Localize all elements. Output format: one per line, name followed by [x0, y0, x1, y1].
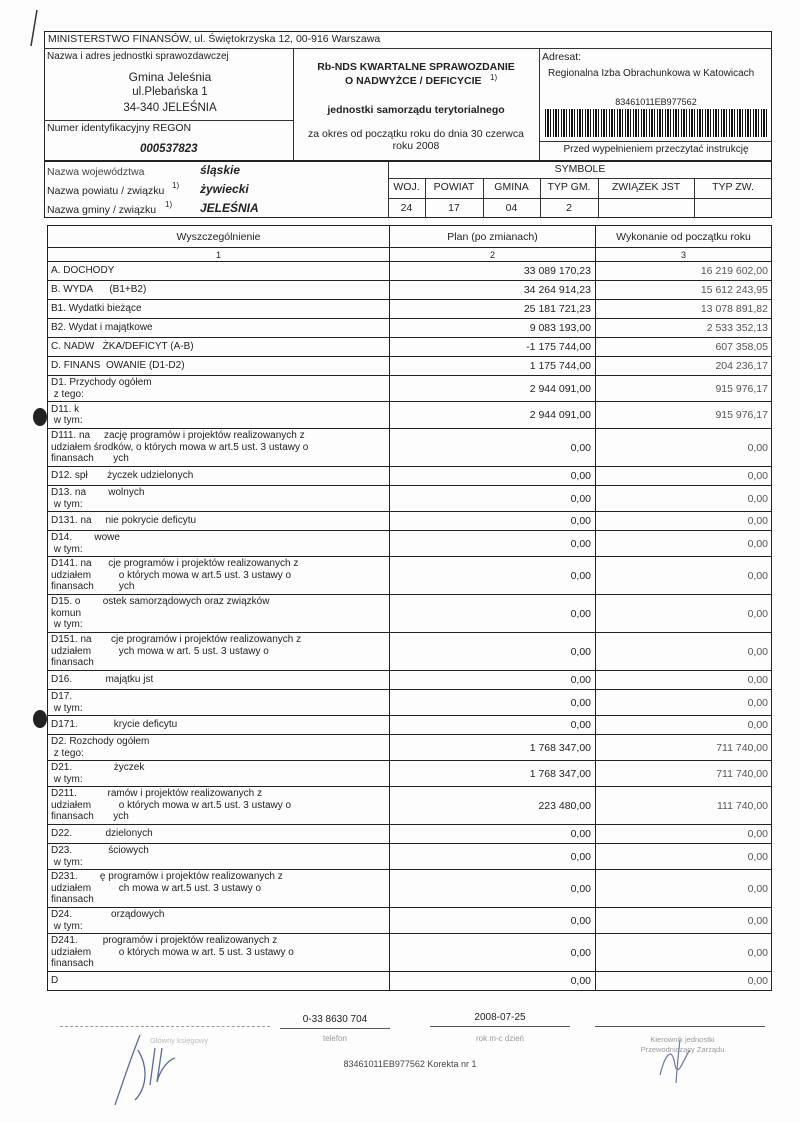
row-label: D — [48, 972, 390, 991]
row-plan-value: -1 175 744,00 — [390, 338, 596, 357]
table-row — [48, 633, 772, 671]
row-label: D15. o ostek samorządowych oraz związków komun w tym: — [48, 595, 390, 633]
symbol-header-zwiazek: ZWIĄZEK JST — [611, 181, 681, 193]
row-execution-value: 607 358,05 — [596, 338, 772, 357]
row-label: D131. na nie pokrycie deficytu — [48, 512, 390, 531]
table-row — [48, 716, 772, 735]
county-label: Nazwa powiatu / związku — [47, 185, 165, 197]
symbol-header-woj: WOJ. — [393, 181, 420, 193]
row-plan-value: 223 480,00 — [390, 787, 596, 825]
footer-document-id: 83461011EB977562 Korekta nr 1 — [343, 1059, 477, 1069]
row-plan-value: 9 083 193,00 — [390, 319, 596, 338]
row-plan-value: 0,00 — [390, 934, 596, 972]
symbol-header-typ-zw: TYP ZW. — [712, 181, 754, 193]
table-row — [48, 531, 772, 557]
barcode-image — [545, 109, 767, 137]
table-row — [48, 908, 772, 934]
col-number-3: 3 — [596, 248, 772, 262]
table-row — [48, 787, 772, 825]
row-plan-value: 0,00 — [390, 512, 596, 531]
row-label: D2. Rozchody ogółem z tego: — [48, 735, 390, 761]
row-execution-value: 111 740,00 — [596, 787, 772, 825]
row-plan-value: 0,00 — [390, 671, 596, 690]
symbol-header-typ-gm: TYP GM. — [547, 181, 591, 193]
row-label: B2. Wydat i majątkowe — [48, 319, 390, 338]
row-plan-value: 0,00 — [390, 557, 596, 595]
row-plan-value: 0,00 — [390, 467, 596, 486]
symbols-title: SYMBOLE — [554, 163, 606, 175]
table-row — [48, 825, 772, 844]
regon-label: Numer identyfikacyjny REGON — [47, 122, 192, 134]
symbol-value-powiat: 17 — [448, 202, 460, 214]
row-execution-value: 2 533 352,13 — [596, 319, 772, 338]
row-label: D24. orządowych w tym: — [48, 908, 390, 934]
row-label: D17. w tym: — [48, 690, 390, 716]
row-plan-value: 33 089 170,23 — [390, 262, 596, 281]
row-execution-value: 0,00 — [596, 870, 772, 908]
table-row — [48, 429, 772, 467]
row-plan-value: 25 181 721,23 — [390, 300, 596, 319]
regon-value: 000537823 — [140, 143, 198, 155]
table-row — [48, 300, 772, 319]
row-label: D241. programów i projektów realizowanych z udziałem o których mowa w art. 5 ust. 3 ustawy o finansach — [48, 934, 390, 972]
row-label: D11. k w tym: — [48, 402, 390, 429]
symbol-header-gmina: GMINA — [494, 181, 529, 193]
row-label: C. NADW ŻKA/DEFICYT (A-B) — [48, 338, 390, 357]
col-header-description: Wyszczególnienie — [48, 226, 390, 248]
table-row — [48, 870, 772, 908]
col-header-plan: Plan (po zmianach) — [390, 226, 596, 248]
row-plan-value: 0,00 — [390, 595, 596, 633]
symbol-value-typ-gm: 2 — [566, 202, 572, 214]
financial-table — [47, 225, 772, 991]
row-execution-value: 0,00 — [596, 972, 772, 991]
row-execution-value: 915 976,17 — [596, 376, 772, 402]
row-label: D231. ę programów i projektów realizowanych z udziałem ch mowa w art.5 ust. 3 ustawy o finansach — [48, 870, 390, 908]
row-execution-value: 0,00 — [596, 633, 772, 671]
row-label: D21. życzek w tym: — [48, 761, 390, 787]
symbol-value-gmina: 04 — [505, 202, 518, 214]
pen-mark — [25, 8, 45, 48]
row-label: D22. dzielonych — [48, 825, 390, 844]
row-label: D1. Przychody ogółem z tego: — [48, 376, 390, 402]
commune-sup: 1) — [165, 200, 173, 209]
table-row — [48, 671, 772, 690]
row-label: D14. wowe w tym: — [48, 531, 390, 557]
row-plan-value: 0,00 — [390, 486, 596, 512]
accountant-signature — [100, 1030, 190, 1110]
table-row — [48, 281, 772, 300]
row-label: D211. ramów i projektów realizowanych z udziałem o których mowa w art.5 ust. 3 ustawy o finansach ych — [48, 787, 390, 825]
table-row — [48, 467, 772, 486]
col-number-2: 2 — [390, 248, 596, 262]
issuer-name: Gmina Jeleśnia — [128, 70, 212, 84]
table-row — [48, 376, 772, 402]
barcode-number: 83461011EB977562 — [615, 97, 697, 107]
row-label: A. DOCHODY — [48, 262, 390, 281]
commune-value: JELEŚNIA — [200, 201, 259, 215]
row-execution-value: 915 976,17 — [596, 402, 772, 429]
table-row — [48, 844, 772, 870]
table-row — [48, 402, 772, 429]
row-execution-value: 711 740,00 — [596, 761, 772, 787]
row-label: D111. na zację programów i projektów realizowanych z udziałem środków, o których mowa w art.5 ust. 3 ustawy o finansach ych — [48, 429, 390, 467]
footer-date: 2008-07-25 — [474, 1012, 526, 1023]
addressee-label: Adresat: — [542, 51, 582, 63]
row-plan-value: 2 944 091,00 — [390, 402, 596, 429]
addressee-name: Regionalna Izba Obrachunkowa w Katowicach — [548, 68, 755, 79]
row-execution-value: 0,00 — [596, 531, 772, 557]
row-execution-value: 0,00 — [596, 844, 772, 870]
row-execution-value: 0,00 — [596, 486, 772, 512]
row-plan-value: 0,00 — [390, 870, 596, 908]
row-plan-value: 0,00 — [390, 633, 596, 671]
row-execution-value: 0,00 — [596, 512, 772, 531]
row-execution-value: 0,00 — [596, 595, 772, 633]
row-label: D. FINANS OWANIE (D1-D2) — [48, 357, 390, 376]
row-execution-value: 0,00 — [596, 825, 772, 844]
table-row — [48, 262, 772, 281]
table-row — [48, 972, 772, 991]
row-plan-value: 0,00 — [390, 972, 596, 991]
county-sup: 1) — [172, 181, 180, 190]
instruction-note: Przed wypełnieniem przeczytać instrukcję — [563, 144, 749, 155]
form-title-sup: 1) — [490, 73, 498, 82]
row-execution-value: 0,00 — [596, 557, 772, 595]
table-row — [48, 761, 772, 787]
col-header-execution: Wykonanie od początku roku — [596, 226, 772, 248]
footer-phone: 0-33 8630 704 — [302, 1014, 368, 1025]
row-label: D12. spł życzek udzielonych — [48, 467, 390, 486]
row-execution-value: 13 078 891,82 — [596, 300, 772, 319]
form-title-2: O NADWYŻCE / DEFICYCIE — [345, 75, 482, 87]
table-row — [48, 595, 772, 633]
row-execution-value: 0,00 — [596, 429, 772, 467]
row-label: D151. na cje programów i projektów realizowanych z udziałem ych mowa w art. 5 ust. 3 ustawy o finansach — [48, 633, 390, 671]
row-label: B1. Wydatki bieżące — [48, 300, 390, 319]
row-label: B. WYDA (B1+B2) — [48, 281, 390, 300]
row-execution-value: 0,00 — [596, 908, 772, 934]
issuer-label: Nazwa i adres jednostki sprawozdawczej — [47, 51, 229, 62]
row-plan-value: 1 768 347,00 — [390, 735, 596, 761]
row-plan-value: 2 944 091,00 — [390, 376, 596, 402]
row-plan-value: 0,00 — [390, 690, 596, 716]
table-row — [48, 934, 772, 972]
row-execution-value: 16 219 602,00 — [596, 262, 772, 281]
table-row — [48, 512, 772, 531]
table-row — [48, 357, 772, 376]
footer-head-label-1: Kierownik jednostki — [650, 1035, 715, 1044]
row-plan-value: 0,00 — [390, 825, 596, 844]
col-number-1: 1 — [48, 248, 390, 262]
row-plan-value: 0,00 — [390, 908, 596, 934]
row-plan-value: 0,00 — [390, 716, 596, 735]
period-line-1: za okres od początku roku do dnia 30 czerwca — [308, 128, 524, 140]
row-execution-value: 15 612 243,95 — [596, 281, 772, 300]
table-row — [48, 486, 772, 512]
row-execution-value: 0,00 — [596, 934, 772, 972]
period-line-2: roku 2008 — [392, 140, 440, 152]
issuer-city: 34-340 JELEŚNIA — [123, 102, 217, 114]
row-label: D16. majątku jst — [48, 671, 390, 690]
county-value: żywiecki — [200, 182, 249, 196]
footer-date-label: rok m-c dzień — [475, 1034, 524, 1043]
row-execution-value: 0,00 — [596, 716, 772, 735]
commune-label: Nazwa gminy / związku — [47, 204, 157, 216]
row-execution-value: 204 236,17 — [596, 357, 772, 376]
table-row — [48, 557, 772, 595]
row-plan-value: 1 175 744,00 — [390, 357, 596, 376]
form-subtitle: jednostki samorządu terytorialnego — [327, 104, 505, 116]
footer-accountant-label: Główny księgowy — [150, 1036, 208, 1045]
row-plan-value: 1 768 347,00 — [390, 761, 596, 787]
row-plan-value: 0,00 — [390, 844, 596, 870]
row-execution-value: 711 740,00 — [596, 735, 772, 761]
table-row — [48, 690, 772, 716]
row-label: D171. krycie deficytu — [48, 716, 390, 735]
row-label: D23. ściowych w tym: — [48, 844, 390, 870]
table-row — [48, 338, 772, 357]
symbol-header-powiat: POWIAT — [433, 181, 475, 193]
head-signature — [650, 1035, 710, 1085]
ministry-line: MINISTERSTWO FINANSÓW, ul. Świętokrzyska 12, 00-916 Warszawa — [48, 33, 381, 45]
row-execution-value: 0,00 — [596, 671, 772, 690]
footer-phone-label: telefon — [322, 1034, 348, 1043]
table-row — [48, 735, 772, 761]
row-plan-value: 0,00 — [390, 429, 596, 467]
table-row — [48, 319, 772, 338]
voivodeship-value: śląskie — [200, 163, 241, 177]
row-execution-value: 0,00 — [596, 690, 772, 716]
issuer-street: ul.Plebańska 1 — [132, 86, 208, 98]
row-plan-value: 0,00 — [390, 531, 596, 557]
symbol-value-woj: 24 — [400, 202, 413, 214]
row-label: D141. na cje programów i projektów realizowanych z udziałem o których mowa w art.5 ust. 3 ustawy o finansach ych — [48, 557, 390, 595]
row-plan-value: 34 264 914,23 — [390, 281, 596, 300]
ink-blot-bottom — [33, 710, 47, 728]
footer-head-label-2: Przewodniczący Zarządu — [640, 1045, 725, 1054]
row-label: D13. na wolnych w tym: — [48, 486, 390, 512]
row-execution-value: 0,00 — [596, 467, 772, 486]
ink-blot-top — [33, 408, 47, 426]
form-title-1: Rb-NDS KWARTALNE SPRAWOZDANIE — [317, 61, 515, 73]
voivodeship-label: Nazwa województwa — [47, 166, 145, 178]
